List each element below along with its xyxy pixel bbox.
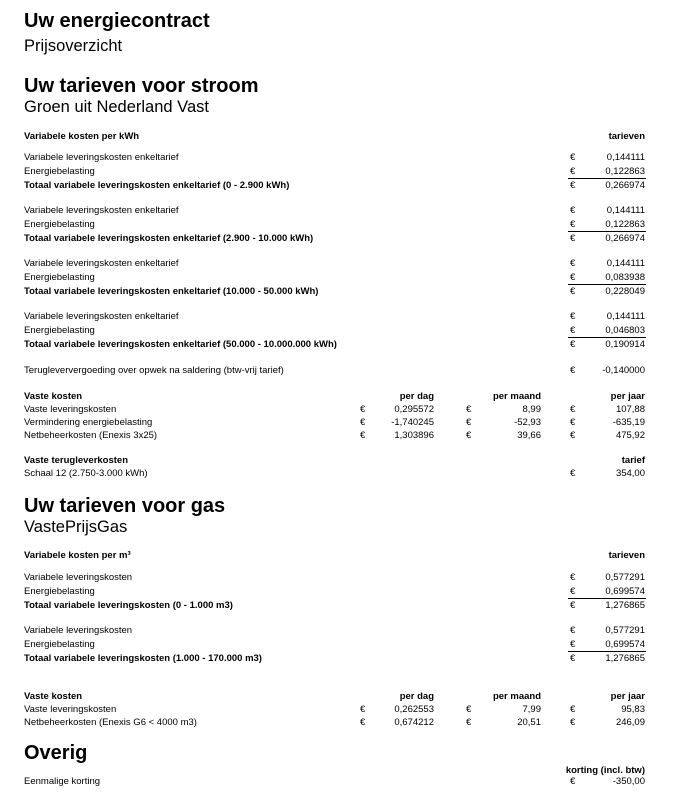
gas-variable-col-header: tarieven xyxy=(608,550,645,561)
col-per-maand: per maand xyxy=(492,691,541,702)
euro-sign: € xyxy=(570,325,576,336)
euro-sign: € xyxy=(570,219,576,230)
stroom-fixed-header: Vaste kosten xyxy=(24,391,83,402)
stroom-b3-total-value: 0,228049 xyxy=(605,286,645,297)
euro-sign: € xyxy=(570,286,576,297)
stroom-b2-r2-label: Energiebelasting xyxy=(24,219,95,230)
col-per-dag: per dag xyxy=(399,691,434,702)
euro-sign: € xyxy=(360,430,366,441)
euro-sign: € xyxy=(570,166,576,177)
gas-fixed-r2-day: 0,674212 xyxy=(394,717,434,728)
stroom-b3-r1-value: 0,144111 xyxy=(606,258,645,269)
stroom-fixed-r2-label: Vermindering energiebelasting xyxy=(24,417,153,428)
sum-rule xyxy=(568,284,646,285)
euro-sign: € xyxy=(466,704,472,715)
page-title: Uw energiecontract xyxy=(24,10,210,32)
euro-sign: € xyxy=(360,404,366,415)
euro-sign: € xyxy=(466,717,472,728)
stroom-b1-total-value: 0,266974 xyxy=(605,180,645,191)
euro-sign: € xyxy=(360,417,366,428)
euro-sign: € xyxy=(570,365,576,376)
gas-b1-total-value: 1,276865 xyxy=(605,600,645,611)
stroom-b3-r2-value: 0,083938 xyxy=(605,272,645,283)
euro-sign: € xyxy=(570,233,576,244)
stroom-b2-r2-value: 0,122863 xyxy=(605,219,645,230)
gas-fixed-r2-label: Netbeheerkosten (Enexis G6 < 4000 m3) xyxy=(24,717,197,728)
gas-b1-total-label: Totaal variabele leveringskosten (0 - 1.000 m3) xyxy=(24,600,233,611)
col-per-jaar: per jaar xyxy=(610,391,645,402)
euro-sign: € xyxy=(570,776,576,787)
gas-fixed-r2-month: 20,51 xyxy=(517,717,541,728)
stroom-b4-total-value: 0,190914 xyxy=(605,339,645,350)
euro-sign: € xyxy=(570,653,576,664)
overig-label: Eenmalige korting xyxy=(24,776,101,787)
stroom-fixed-r2-day: -1,740245 xyxy=(391,417,434,428)
gas-b2-r1-value: 0,577291 xyxy=(605,625,645,636)
stroom-b4-total-label: Totaal variabele leveringskosten enkeltarief (50.000 - 10.000.000 kWh) xyxy=(24,339,337,350)
gas-variable-header: Variabele kosten per m³ xyxy=(24,550,131,561)
feedin-value: 354,00 xyxy=(615,468,645,479)
col-per-jaar: per jaar xyxy=(610,691,645,702)
overig-title: Overig xyxy=(24,742,88,764)
euro-sign: € xyxy=(466,404,472,415)
stroom-fixed-r3-month: 39,66 xyxy=(517,430,541,441)
teruglever-label: Terugleververgoeding over opwek na saldering (btw-vrij tarief) xyxy=(24,365,284,376)
sum-rule xyxy=(568,598,646,599)
stroom-product: Groen uit Nederland Vast xyxy=(24,98,209,116)
stroom-b4-r2-value: 0,046803 xyxy=(605,325,645,336)
stroom-b4-r2-label: Energiebelasting xyxy=(24,325,95,336)
gas-fixed-header: Vaste kosten xyxy=(24,691,83,702)
stroom-b1-r2-label: Energiebelasting xyxy=(24,166,95,177)
stroom-fixed-r2-year: -635,19 xyxy=(612,417,645,428)
euro-sign: € xyxy=(466,430,472,441)
stroom-fixed-r3-day: 1,303896 xyxy=(394,430,434,441)
euro-sign: € xyxy=(466,417,472,428)
gas-b2-r2-label: Energiebelasting xyxy=(24,639,95,650)
euro-sign: € xyxy=(570,339,576,350)
stroom-fixed-r2-month: -52,93 xyxy=(514,417,541,428)
stroom-b1-r2-value: 0,122863 xyxy=(605,166,645,177)
euro-sign: € xyxy=(570,258,576,269)
gas-b1-r1-value: 0,577291 xyxy=(605,572,645,583)
euro-sign: € xyxy=(570,704,576,715)
stroom-b4-r1-label: Variabele leveringskosten enkeltarief xyxy=(24,311,179,322)
sum-rule xyxy=(568,231,646,232)
euro-sign: € xyxy=(570,625,576,636)
overig-value: -350,00 xyxy=(612,776,645,787)
gas-fixed-r1-year: 95,83 xyxy=(621,704,645,715)
gas-b2-total-label: Totaal variabele leveringskosten (1.000 - 170.000 m3) xyxy=(24,653,262,664)
gas-b2-r1-label: Variabele leveringskosten xyxy=(24,625,133,636)
stroom-variable-header: Variabele kosten per kWh xyxy=(24,131,140,142)
euro-sign: € xyxy=(360,704,366,715)
euro-sign: € xyxy=(570,586,576,597)
stroom-b3-r1-label: Variabele leveringskosten enkeltarief xyxy=(24,258,179,269)
euro-sign: € xyxy=(570,311,576,322)
stroom-fixed-r1-label: Vaste leveringskosten xyxy=(24,404,117,415)
gas-b2-r2-value: 0,699574 xyxy=(605,639,645,650)
euro-sign: € xyxy=(570,272,576,283)
stroom-b3-r2-label: Energiebelasting xyxy=(24,272,95,283)
euro-sign: € xyxy=(360,717,366,728)
col-per-dag: per dag xyxy=(399,391,434,402)
stroom-b2-r1-value: 0,144111 xyxy=(606,205,645,216)
gas-product: VastePrijsGas xyxy=(24,518,128,536)
sum-rule xyxy=(568,651,646,652)
stroom-fixed-r3-year: 475,92 xyxy=(615,430,645,441)
euro-sign: € xyxy=(570,468,576,479)
euro-sign: € xyxy=(570,639,576,650)
stroom-fixed-r1-day: 0,295572 xyxy=(394,404,434,415)
stroom-b1-r1-value: 0,144111 xyxy=(606,152,645,163)
gas-b1-r2-label: Energiebelasting xyxy=(24,586,95,597)
gas-fixed-r1-month: 7,99 xyxy=(522,704,541,715)
overig-col-header: korting (incl. btw) xyxy=(565,765,645,776)
euro-sign: € xyxy=(570,572,576,583)
gas-title: Uw tarieven voor gas xyxy=(24,495,226,517)
gas-b1-r2-value: 0,699574 xyxy=(605,586,645,597)
stroom-fixed-r1-year: 107,88 xyxy=(615,404,645,415)
euro-sign: € xyxy=(570,717,576,728)
page-subtitle: Prijsoverzicht xyxy=(24,37,123,55)
feedin-label: Schaal 12 (2.750-3.000 kWh) xyxy=(24,468,148,479)
stroom-b2-total-label: Totaal variabele leveringskosten enkeltarief (2.900 - 10.000 kWh) xyxy=(24,233,314,244)
stroom-b1-r1-label: Variabele leveringskosten enkeltarief xyxy=(24,152,179,163)
stroom-b2-r1-label: Variabele leveringskosten enkeltarief xyxy=(24,205,179,216)
teruglever-value: -0,140000 xyxy=(602,365,645,376)
stroom-b1-total-label: Totaal variabele leveringskosten enkeltarief (0 - 2.900 kWh) xyxy=(24,180,290,191)
gas-fixed-r2-year: 246,09 xyxy=(615,717,645,728)
feedin-col-header: tarief xyxy=(621,455,645,466)
stroom-fixed-r1-month: 8,99 xyxy=(522,404,541,415)
gas-b2-total-value: 1,276865 xyxy=(605,653,645,664)
stroom-fixed-r3-label: Netbeheerkosten (Enexis 3x25) xyxy=(24,430,158,441)
gas-fixed-r1-label: Vaste leveringskosten xyxy=(24,704,117,715)
euro-sign: € xyxy=(570,205,576,216)
gas-fixed-r1-day: 0,262553 xyxy=(394,704,434,715)
stroom-b2-total-value: 0,266974 xyxy=(605,233,645,244)
feedin-header: Vaste terugleverkosten xyxy=(24,455,129,466)
euro-sign: € xyxy=(570,152,576,163)
stroom-b3-total-label: Totaal variabele leveringskosten enkeltarief (10.000 - 50.000 kWh) xyxy=(24,286,319,297)
euro-sign: € xyxy=(570,180,576,191)
stroom-b4-r1-value: 0,144111 xyxy=(606,311,645,322)
euro-sign: € xyxy=(570,417,576,428)
gas-b1-r1-label: Variabele leveringskosten xyxy=(24,572,133,583)
euro-sign: € xyxy=(570,600,576,611)
sum-rule xyxy=(568,337,646,338)
euro-sign: € xyxy=(570,430,576,441)
col-per-maand: per maand xyxy=(492,391,541,402)
sum-rule xyxy=(568,178,646,179)
stroom-variable-col-header: tarieven xyxy=(608,131,645,142)
stroom-title: Uw tarieven voor stroom xyxy=(24,75,259,97)
euro-sign: € xyxy=(570,404,576,415)
